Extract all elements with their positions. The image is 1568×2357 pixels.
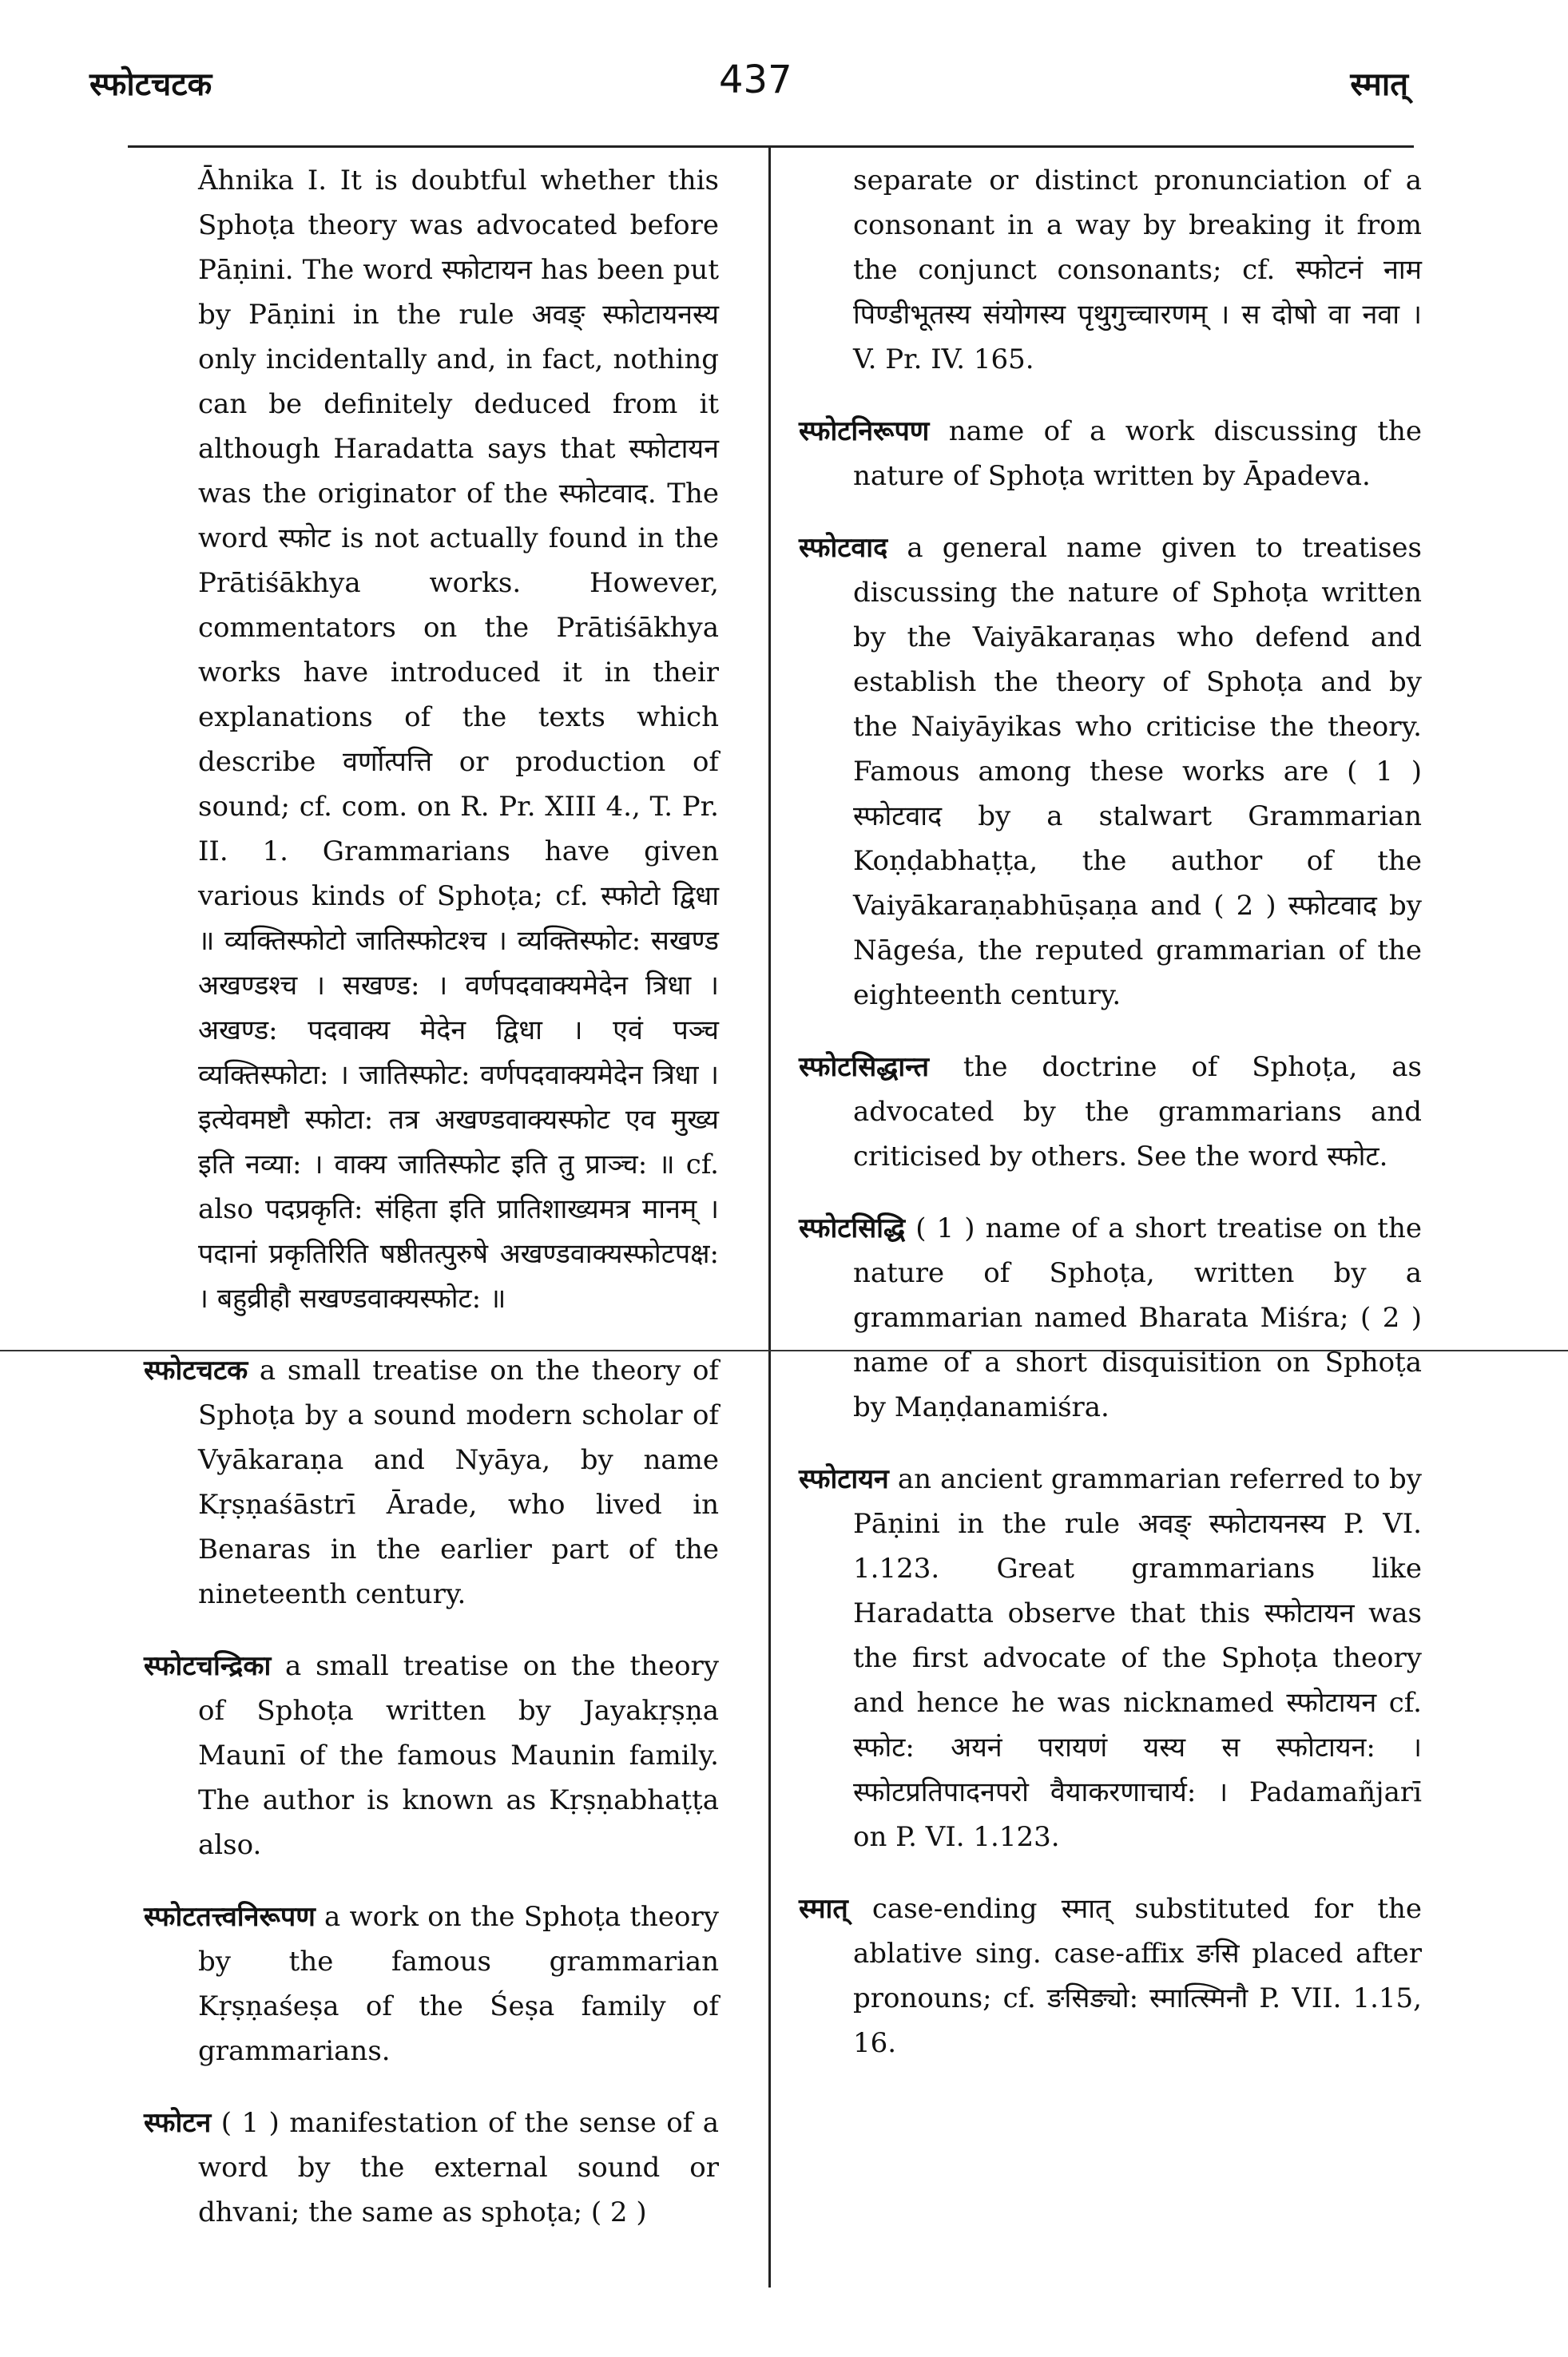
entry-headword: स्फोटसिद्धान्त: [799, 1051, 929, 1083]
entry-text: an ancient grammarian referred to by Pāṇini in the rule अवङ् स्फोटायनस्य P. VI. 1.123. Great grammarians like Haradatta observe that this स्फोटायन was the first advocate of the Sphoṭa theory and hence he was nicknamed स्फोटायन cf. स्फोट: अयनं परायणं यस्य स स्फोटायन: । स्फोटप्रतिपादनपरो वैयाकरणाचार्य: । Padamañjarī on P. VI. 1.123.: [853, 1463, 1422, 1853]
header-rule: [128, 145, 1414, 148]
entry-headword: स्फोटसिद्धि: [799, 1212, 906, 1244]
left-column: [144, 158, 719, 2262]
dictionary-entry: [799, 1457, 1422, 1859]
entry-text: the doctrine of Sphoṭa, as advocated by the grammarians and criticised by others. See the word स्फोट.: [853, 1051, 1422, 1173]
dictionary-entry: [799, 1206, 1422, 1430]
dictionary-entry: [144, 1348, 719, 1617]
page-number: 437: [719, 58, 792, 102]
dictionary-entry: [144, 1895, 719, 2073]
right-column: [799, 158, 1422, 2093]
entry-text: name of a work discussing the nature of Sphoṭa written by Āpadeva.: [853, 415, 1422, 492]
entry-text: Āhnika I. It is doubtful whether this Sphoṭa theory was advocated before Pāṇini. The word स्फोटायन has been put by Pāṇini in the rule अवङ् स्फोटायनस्य only incidentally and, in fact, nothing can be definitely deduced from it although Haradatta says that स्फोटायन was the originator of the स्फोटवाद. The word स्फोट is not actually found in the Prātiśākhya works. However, commentators on the Prātiśākhya works have introduced it in their explanations of the texts which describe वर्णोत्पत्ति or production of sound; cf. com. on R. Pr. XIII 4., T. Pr. II. 1. Grammarians have given various kinds of Sphoṭa; cf. स्फोटो द्विधा ॥ व्यक्तिस्फोटो जातिस्फोटश्च । व्यक्तिस्फोट: सखण्ड अखण्डश्च । सखण्ड: । वर्णपदवाक्यमेदेन त्रिधा । अखण्ड: पदवाक्य मेदेन द्विधा । एवं पञ्च व्यक्तिस्फोटा: । जातिस्फोट: वर्णपदवाक्यमेदेन त्रिधा । इत्येवमष्टौ स्फोटा: तत्र अखण्डवाक्यस्फोट एव मुख्य इति नव्या: । वाक्य जातिस्फोट इति तु प्राञ्च: ॥ cf. also पदप्रकृति: संहिता इति प्रातिशाख्यमत्र मानम् । पदानां प्रकृतिरिति षष्ठीतत्पुरुषे अखण्डवाक्यस्फोटपक्ष: । बहुव्रीहौ सखण्डवाक्यस्फोट: ॥: [198, 165, 719, 1315]
header-left-guide-word: स्फोटचटक: [89, 65, 212, 103]
entry-text: ( 1 ) manifestation of the sense of a word by the external sound or dhvani; the same as sphoṭa; ( 2 ): [198, 2107, 719, 2228]
entry-headword: स्फोटन: [144, 2107, 212, 2139]
entry-headword: स्फोटचटक: [144, 1355, 248, 1387]
entry-headword: स्फोटायन: [799, 1463, 889, 1495]
dictionary-entry: [144, 2101, 719, 2235]
entry-text: a work on the Sphoṭa theory by the famous grammarian Kṛṣṇaśeṣa of the Śeṣa family of grammarians.: [198, 1901, 719, 2067]
entry-headword: स्फोटवाद: [799, 532, 888, 564]
column-divider: [768, 147, 771, 2288]
entry-headword: स्मात्: [799, 1893, 848, 1925]
dictionary-entry: [799, 1887, 1422, 2065]
entry-text: a small treatise on the theory of Sphoṭa by a sound modern scholar of Vyākaraṇa and Nyāya, by name Kṛṣṇaśāstrī Ārade, who lived in Benaras in the earlier part of the nineteenth century.: [198, 1355, 720, 1610]
entry-text: separate or distinct pronunciation of a consonant in a way by breaking it from the conjunct consonants; cf. स्फोटनं नाम पिण्डीभूतस्य संयोगस्य पृथुगुच्चारणम् । स दोषो वा नवा । V. Pr. IV. 165.: [853, 165, 1422, 375]
entry-headword: स्फोटतत्त्वनिरूपण: [144, 1901, 316, 1933]
entry-text: a small treatise on the theory of Sphoṭa written by Jayakṛṣṇa Maunī of the famous Maunin family. The author is known as Kṛṣṇabhaṭṭa also.: [198, 1650, 719, 1861]
dictionary-entry-continued: [799, 158, 1422, 382]
entry-headword: स्फोटनिरूपण: [799, 415, 930, 447]
header-right-guide-word: स्मात्: [1350, 65, 1408, 103]
entry-text: a general name given to treatises discussing the nature of Sphoṭa written by the Vaiyākaraṇas who defend and establish the theory of Sphoṭa and by the Naiyāyikas who criticise the theory. Famous among these works are ( 1 ) स्फोटवाद by a stalwart Grammarian Koṇḍabhaṭṭa, the author of the Vaiyākaraṇabhūṣaṇa and ( 2 ) स्फोटवाद by Nāgeśa, the reputed grammarian of the eighteenth century.: [853, 532, 1423, 1011]
entry-text: ( 1 ) name of a short treatise on the nature of Sphoṭa, written by a grammarian named Bharata Miśra; ( 2 ) name of a short disquisition on Sphoṭa by Maṇḍanamiśra.: [853, 1212, 1422, 1423]
dictionary-entry: [799, 409, 1422, 498]
entry-headword: स्फोटचन्द्रिका: [144, 1650, 272, 1682]
entry-text: case-ending स्मात् substituted for the ablative sing. case-affix ङसि placed after pronouns; cf. ङसिङ्यो: स्मात्स्मिनौ P. VII. 1.15, 16.: [853, 1893, 1422, 2059]
page-header: [0, 58, 1568, 113]
dictionary-entry: [799, 526, 1422, 1018]
dictionary-entry: [799, 1045, 1422, 1179]
dictionary-entry: [144, 1644, 719, 1867]
dictionary-entry-continued: [144, 158, 719, 1321]
